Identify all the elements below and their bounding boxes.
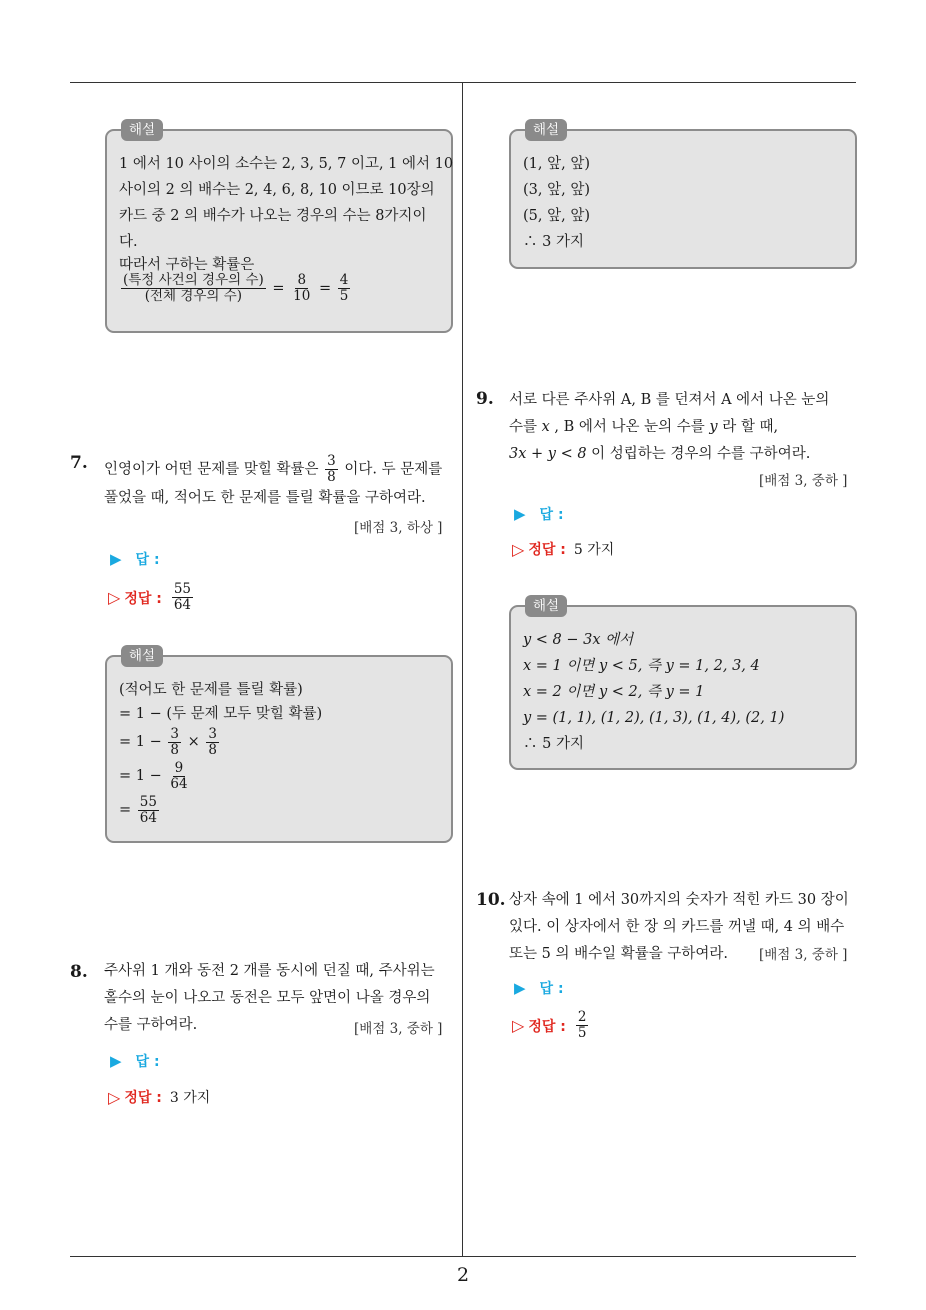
explanation-tag: 해설 <box>525 119 567 141</box>
explanation-line: (5, 앞, 앞) <box>523 208 590 224</box>
explanation-line: x = 2 이면 y < 2, 즉 y = 1 <box>523 684 705 700</box>
denominator: 10 <box>293 288 311 304</box>
numerator: 4 <box>339 272 349 288</box>
numerator: 9 <box>174 759 184 776</box>
question-text-part: 인영이가 어떤 문제를 맞힐 확률은 <box>104 461 319 478</box>
question-text-part: 라 할 때, <box>722 419 779 435</box>
outline-triangle-icon: ▷ <box>512 1016 525 1035</box>
expr-part: = 1 − <box>119 768 162 784</box>
score-tag: [배점 3, 하상 ] <box>354 520 443 536</box>
numerator: 3 <box>170 725 179 742</box>
numerator: 55 <box>173 581 192 597</box>
fraction <box>168 761 189 792</box>
equals: = <box>272 280 285 297</box>
correct-answer <box>512 1010 590 1041</box>
question-text <box>104 454 456 512</box>
page-number: 2 <box>456 1264 470 1286</box>
explanation-line: 1 에서 10 사이의 소수는 2, 3, 5, 7 이고, 1 에서 10 <box>119 156 454 172</box>
answer-field[interactable] <box>514 504 564 524</box>
score-tag: [배점 3, 중하 ] <box>759 947 848 963</box>
question-text-line: 풀었을 때, 적어도 한 문제를 틀릴 확률을 구하여라. <box>104 490 426 506</box>
score-tag: [배점 3, 중하 ] <box>354 1021 443 1037</box>
correct-answer <box>108 1087 210 1107</box>
correct-label: 정답 : <box>528 542 566 558</box>
denominator: 8 <box>327 469 336 485</box>
answer-label: 답 : <box>135 1054 160 1070</box>
denominator: 5 <box>339 288 349 304</box>
fraction <box>172 582 193 613</box>
times-sign: × <box>187 734 200 750</box>
explanation-line: 따라서 구하는 확률은 <box>119 257 255 273</box>
correct-label: 정답 : <box>528 1018 566 1035</box>
denominator: 64 <box>139 809 157 826</box>
fraction <box>121 273 266 304</box>
correct-label: 정답 : <box>124 590 162 607</box>
answer-label: 답 : <box>135 552 160 568</box>
denominator: 8 <box>208 741 217 758</box>
question-text-line: 또는 5 의 배수일 확률을 구하여라. <box>509 946 728 962</box>
numerator: 8 <box>297 272 307 288</box>
play-triangle-icon: ▶ <box>514 979 526 997</box>
answer-label: 답 : <box>539 507 564 523</box>
fraction <box>291 273 312 304</box>
variable-x: x <box>541 419 550 435</box>
play-triangle-icon: ▶ <box>110 550 122 568</box>
question-number: 9. <box>476 389 494 409</box>
question-text-line: 상자 속에 1 에서 30까지의 숫자가 적힌 카드 30 장이 <box>509 892 849 908</box>
explanation-line: = 1 − (두 문제 모두 맞힐 확률) <box>119 706 323 722</box>
numerator: 2 <box>577 1009 587 1025</box>
explanation-line: 사이의 2 의 배수는 2, 4, 6, 8, 10 이므로 10장의 <box>119 182 435 198</box>
question-number: 10. <box>476 890 506 910</box>
inequality: 3x + y < 8 <box>509 446 587 462</box>
correct-answer <box>108 582 195 613</box>
explanation-tag: 해설 <box>121 119 163 141</box>
explanation-line: (적어도 한 문제를 틀릴 확률) <box>119 682 303 698</box>
explanation-box-9 <box>509 598 857 770</box>
expr-part: = <box>119 802 132 818</box>
question-number: 8. <box>70 962 88 982</box>
correct-value: 3 가지 <box>169 1090 211 1106</box>
explanation-box-8 <box>509 122 857 269</box>
score-tag: [배점 3, 중하 ] <box>759 473 848 489</box>
outline-triangle-icon: ▷ <box>108 1087 121 1107</box>
question-text-line: 수를 구하여라. <box>104 1017 198 1033</box>
question-text-line: 서로 다른 주사위 A, B 를 던져서 A 에서 나온 눈의 <box>509 392 830 408</box>
explanation-box-7 <box>105 648 453 843</box>
question-text-part: 이 성립하는 경우의 수를 구하여라. <box>591 446 811 462</box>
explanation-line: 다. <box>119 234 138 250</box>
answer-field[interactable] <box>514 978 564 998</box>
explanation-line <box>119 759 437 793</box>
bottom-rule <box>70 1256 856 1257</box>
question-text-line: 홀수의 눈이 나오고 동전은 모두 앞면이 나올 경우의 <box>104 990 431 1006</box>
denominator: (전체 경우의 수) <box>144 288 243 304</box>
top-rule <box>70 82 856 83</box>
numerator: 3 <box>208 725 217 742</box>
play-triangle-icon: ▶ <box>514 505 526 523</box>
fraction <box>325 454 338 485</box>
equals: = <box>318 280 332 297</box>
outline-triangle-icon: ▷ <box>108 588 121 607</box>
explanation-line <box>119 793 437 827</box>
explanation-box-6 <box>105 122 454 333</box>
column-divider <box>462 83 463 1256</box>
question-text-line: 주사위 1 개와 동전 2 개를 동시에 던질 때, 주사위는 <box>104 963 435 979</box>
correct-answer <box>512 539 614 559</box>
outline-triangle-icon: ▷ <box>512 539 525 559</box>
probability-formula <box>119 273 437 304</box>
explanation-line: y < 8 − 3x 에서 <box>523 632 634 648</box>
explanation-tag: 해설 <box>121 645 163 667</box>
question-number: 7. <box>70 453 88 473</box>
question-text <box>509 387 859 468</box>
explanation-line: (1, 앞, 앞) <box>523 156 590 172</box>
variable-y: y <box>709 419 718 435</box>
numerator: 3 <box>327 453 336 469</box>
denominator: 5 <box>577 1025 587 1041</box>
fraction <box>168 727 181 758</box>
correct-value: 5 가지 <box>573 542 615 558</box>
explanation-tag: 해설 <box>525 595 567 617</box>
answer-field[interactable] <box>110 549 160 569</box>
fraction <box>576 1010 589 1041</box>
denominator: 64 <box>170 775 188 792</box>
fraction <box>338 273 351 304</box>
fraction <box>138 795 159 826</box>
question-text-part: 수를 <box>509 419 538 435</box>
explanation-line <box>119 725 437 759</box>
play-triangle-icon: ▶ <box>110 1052 122 1070</box>
fraction <box>206 727 219 758</box>
question-text-line: 있다. 이 상자에서 한 장 의 카드를 꺼낼 때, 4 의 배수 <box>509 919 845 935</box>
denominator: 8 <box>170 741 179 758</box>
correct-label: 정답 : <box>124 1090 162 1106</box>
explanation-line: y = (1, 1), (1, 2), (1, 3), (1, 4), (2, 1) <box>523 710 785 726</box>
numerator: 55 <box>139 793 157 810</box>
answer-field[interactable] <box>110 1051 160 1071</box>
explanation-line: x = 1 이면 y < 5, 즉 y = 1, 2, 3, 4 <box>523 658 760 674</box>
expr-part: = 1 − <box>119 734 162 750</box>
denominator: 64 <box>173 597 192 613</box>
explanation-line: 카드 중 2 의 배수가 나오는 경우의 수는 8가지이 <box>119 208 427 224</box>
numerator: (특정 사건의 경우의 수) <box>123 272 264 288</box>
question-text-part: 이다. 두 문제를 <box>344 461 443 478</box>
explanation-line: (3, 앞, 앞) <box>523 182 590 198</box>
explanation-line: ∴ 5 가지 <box>523 736 584 752</box>
explanation-line: ∴ 3 가지 <box>523 234 584 250</box>
question-text-part: , B 에서 나온 눈의 수를 <box>554 419 705 435</box>
answer-label: 답 : <box>539 981 564 997</box>
